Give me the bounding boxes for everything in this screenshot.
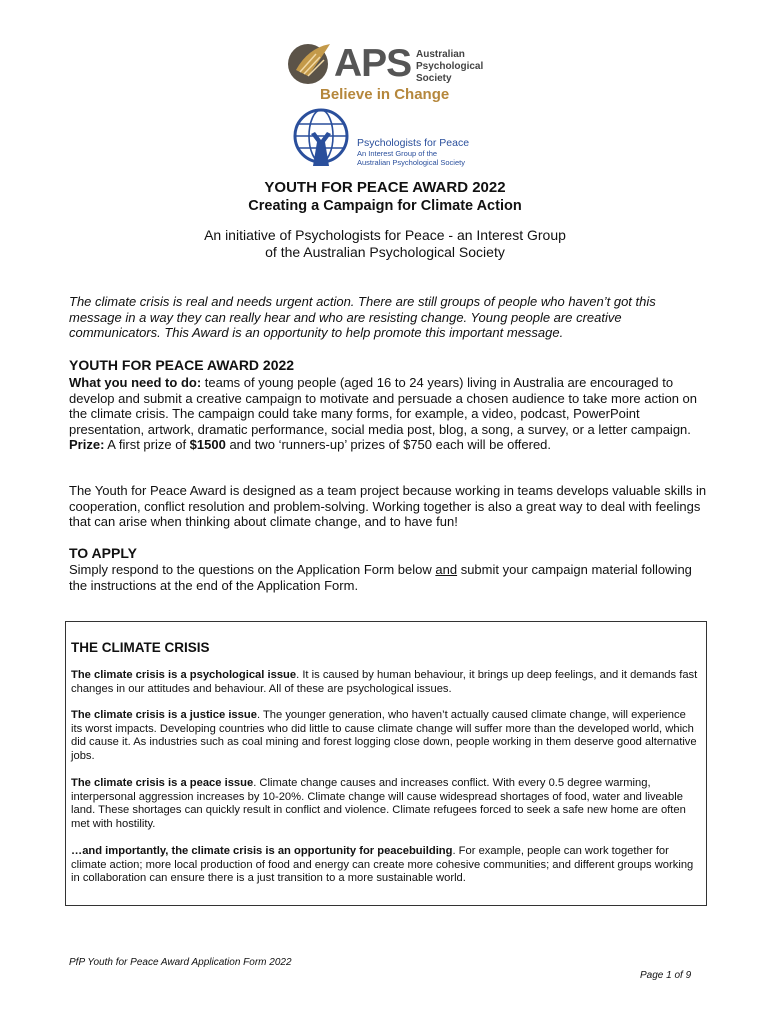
aps-logo — [286, 40, 486, 106]
aps-tagline: Believe in Change — [320, 86, 450, 103]
crisis-psychological-item: The climate crisis is a psychological issue. It is caused by human behaviour, it brings up deep feelings, and it demands fast changes in our attitudes and behaviour. All of these are psychological issues. — [71, 669, 698, 695]
pfp-title: Psychologists for Peace — [357, 137, 470, 149]
pfp-logo — [289, 108, 489, 168]
climate-crisis-box — [65, 621, 707, 906]
apply-heading: TO APPLY — [69, 545, 137, 561]
climate-crisis-title: THE CLIMATE CRISIS — [71, 640, 210, 655]
footer-document-title: PfP Youth for Peace Award Application Form 2022 — [69, 957, 292, 968]
team-project-paragraph: The Youth for Peace Award is designed as a team project because working in teams develops valuable skills in cooperation, conflict resolution and problem-solving. Working together is also a great way to deal with feelings that can arise when thinking about climate change, and to have fun! — [69, 483, 707, 529]
crisis-justice-item: The climate crisis is a justice issue. The younger generation, who haven’t actually caused climate change, will experience its worst impacts. Developing countries who did little to cause climate change will suffer more than the developed world, which did cause it. As industries such as coal mining and forest logging close down, people working in them deserve good alternative jobs. — [71, 709, 697, 762]
crisis-opportunity-item: …and importantly, the climate crisis is an opportunity for peacebuilding. For example, people can work together for climate action; more local production of food and energy can create more cohesive communities; and different groups working in collaboration can ensure there is a just transition to a more sustainable world. — [71, 845, 694, 884]
crisis-peace-item: The climate crisis is a peace issue. Climate change causes and increases conflict. With every 0.5 degree warming, interpersonal aggression increases by 10-20%. Climate change will cause widespread shortages of food, water and liveable land. These shortages can quickly result in conflict and violence. Climate refugees forced to seek a safe new home are often met with hostility. — [71, 777, 686, 830]
page-subtitle: Creating a Campaign for Climate Action — [248, 198, 522, 214]
award-heading: YOUTH FOR PEACE AWARD 2022 — [69, 357, 295, 373]
globe-hands-icon — [289, 108, 353, 168]
aps-emblem-icon — [286, 40, 336, 86]
page-number: Page 1 of 9 — [640, 970, 692, 981]
what-to-do-paragraph: What you need to do: teams of young people (aged 16 to 24 years) living in Australia are encouraged to develop and submit a creative campaign to motivate and persuade a chosen audience to take more action on the climate crisis. The campaign could take many forms, for example, a video, podcast, PowerPoint presentation, artwork, dramatic performance, social media post, blog, a song, a survey, or a letter campaign. Prize: A first prize of $1500 and two ‘runners-up’ prizes of $750 each will be offered. — [69, 375, 698, 452]
intro-paragraph: The climate crisis is real and needs urgent action. There are still groups of people who haven’t got this message in a way they can really hear and who are resisting change. Young people are creative communicators. This Award is an opportunity to help promote this important message. — [69, 294, 656, 340]
aps-wordmark: APS — [334, 42, 412, 85]
aps-full-name: Australian Psychological Society — [416, 49, 484, 84]
initiative-statement: An initiative of Psychologists for Peace - an Interest Group of the Australian Psychological Society — [204, 227, 566, 260]
apply-paragraph: Simply respond to the questions on the Application Form below and submit your campaign material following the instructions at the end of the Application Form. — [69, 562, 692, 593]
page-title: YOUTH FOR PEACE AWARD 2022 — [264, 179, 506, 196]
pfp-subtitle: An Interest Group of the Australian Psychological Society — [357, 149, 465, 167]
